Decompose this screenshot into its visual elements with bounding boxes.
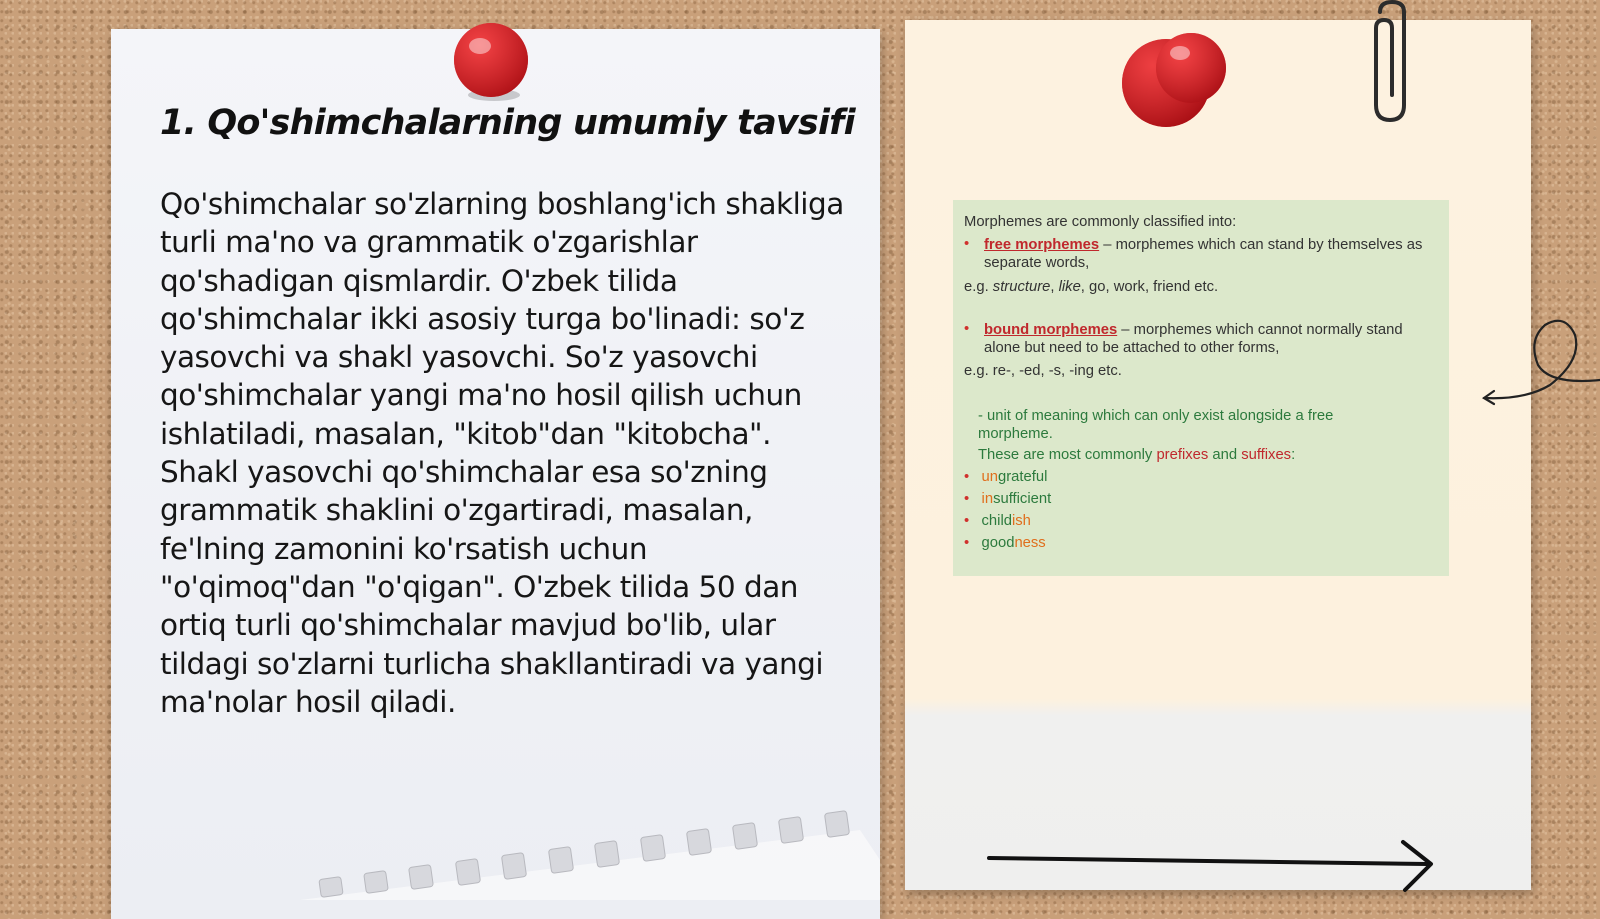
- free-morphemes-definition: – morphemes which can stand by themselves as separate words,: [984, 237, 1423, 271]
- red-pushpin-icon: [1122, 33, 1232, 133]
- morphemes-intro: Morphemes are commonly classified into:: [964, 214, 1237, 230]
- bullet-icon: •: [964, 236, 970, 252]
- red-pushpin-icon: [452, 21, 532, 103]
- body-paragraph: Qo'shimchalar so'zlarning boshlang'ich shakliga turli ma'no va grammatik o'zgarishlar qo'shadigan qismlardir. O'zbek tilida qo'shimchalar ikki asosiy turga bo'linadi: so'z yasovchi va shakl yasovchi. So'z yasovchi qo'shimchalar yangi ma'no hosil qilish uchun ishlatiladi, masalan, "kitob"dan "kitobcha". Shakl yasovchi qo'shimchalar esa so'zning grammatik shaklini o'zgartiradi, masalan, fe'lning zamonini ko'rsatish uchun "o'qimoq"dan "o'qigan". O'zbek tilida 50 dan ortiq turli qo'shimchalar mavjud bo'lib, ular tildagi so'zlarni turlicha shakllantiradi va yangi ma'nolar hosil qiladi.: [160, 187, 844, 719]
- bound-morphemes-example: e.g. re-, -ed, -s, -ing etc.: [964, 363, 1122, 379]
- left-note-card: [111, 29, 880, 919]
- example-insufficient: • insufficient: [964, 491, 1052, 507]
- free-morphemes-term: free morphemes: [984, 237, 1100, 253]
- bound-morphemes-term: bound morphemes: [984, 322, 1118, 338]
- page-title: 1. Qo'shimchalarning umumiy tavsifi: [160, 103, 855, 143]
- torn-paper-strip-icon: [300, 800, 880, 900]
- bullet-icon: •: [964, 321, 970, 337]
- long-arrow-icon: [985, 838, 1445, 894]
- morphemes-panel: [953, 200, 1449, 576]
- example-childish: • childish: [964, 513, 1031, 529]
- example-goodness: • goodness: [964, 535, 1046, 551]
- example-ungrateful: • ungrateful: [964, 469, 1048, 485]
- bound-morpheme-note: - unit of meaning which can only exist alongside a free morpheme.: [978, 408, 1334, 442]
- paperclip-icon: [1372, 0, 1422, 125]
- affixes-line: These are most commonly prefixes and suffixes:: [978, 447, 1296, 463]
- bound-morphemes-definition: – morphemes which cannot normally stand alone but need to be attached to other forms,: [984, 322, 1403, 356]
- curled-arrow-icon: [1480, 305, 1600, 415]
- free-morphemes-example: e.g. structure, like, go, work, friend etc.: [964, 279, 1219, 295]
